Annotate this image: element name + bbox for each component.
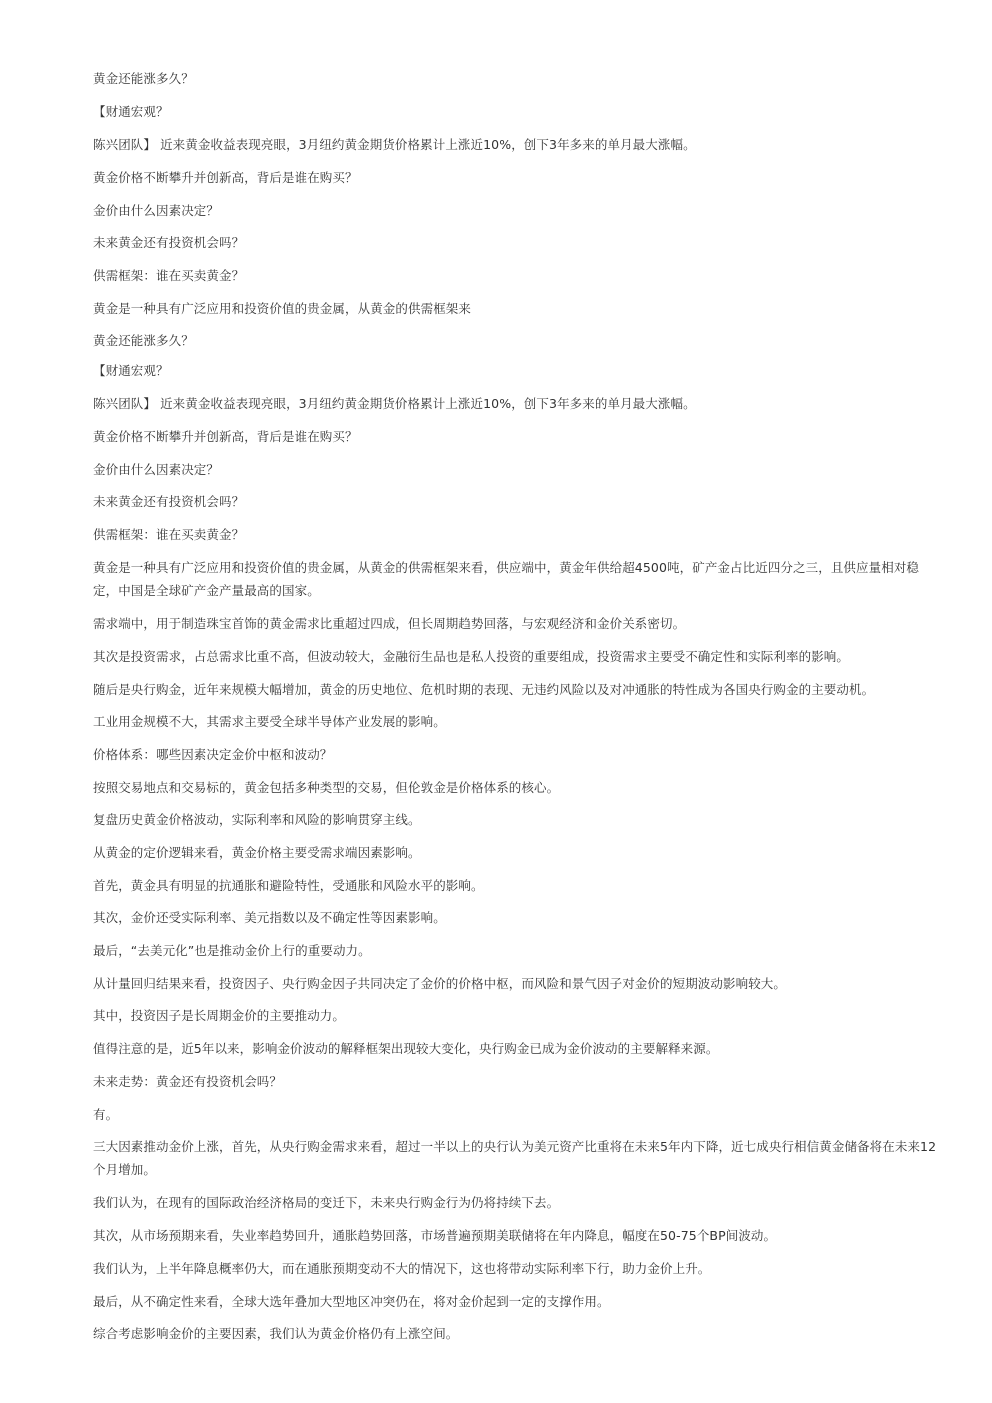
paragraph: 其次，金价还受实际利率、美元指数以及不确定性等因素影响。	[93, 910, 446, 925]
paragraph: 陈兴团队】 近来黄金收益表现亮眼，3月纽约黄金期货价格累计上涨近10%，创下3年多来的单月最大涨幅。	[93, 137, 696, 152]
paragraph: 黄金是一种具有广泛应用和投资价值的贵金属，从黄金的供需框架来看，供应端中，黄金年供给超4500吨，矿产金占比近四分之三，且供应量相对稳定，中国是全球矿产金产量最高的国家。	[93, 560, 920, 598]
paragraph: 黄金价格不断攀升并创新高，背后是谁在购买？	[93, 170, 358, 185]
paragraph: 三大因素推动金价上涨，首先，从央行购金需求来看，超过一半以上的央行认为美元资产比重将在未来5年内下降，近七成央行相信黄金储备将在未来12个月增加。	[93, 1139, 937, 1177]
paragraph: 黄金是一种具有广泛应用和投资价值的贵金属，从黄金的供需框架来	[93, 301, 472, 316]
paragraph: 未来黄金还有投资机会吗？	[93, 494, 245, 509]
paragraph: 供需框架：谁在买卖黄金？	[93, 527, 245, 542]
paragraph: 有。	[93, 1107, 119, 1122]
paragraph: 金价由什么因素决定？	[93, 462, 220, 477]
paragraph: 综合考虑影响金价的主要因素，我们认为黄金价格仍有上涨空间。	[93, 1326, 459, 1341]
paragraph: 从计量回归结果来看，投资因子、央行购金因子共同决定了金价的价格中枢，而风险和景气因子对金价的短期波动影响较大。	[93, 976, 787, 991]
paragraph: 价格体系：哪些因素决定金价中枢和波动？	[93, 747, 333, 762]
paragraph: 需求端中，用于制造珠宝首饰的黄金需求比重超过四成，但长周期趋势回落，与宏观经济和金价关系密切。	[93, 616, 686, 631]
paragraph: 【财通宏观？	[93, 363, 169, 378]
paragraph: 未来走势：黄金还有投资机会吗？	[93, 1074, 283, 1089]
paragraph: 工业用金规模不大，其需求主要受全球半导体产业发展的影响。	[93, 714, 446, 729]
paragraph: 其次，从市场预期来看，失业率趋势回升，通胀趋势回落，市场普遍预期美联储将在年内降息，幅度在50-75个BP间波动。	[93, 1228, 777, 1243]
paragraph: 我们认为，在现有的国际政治经济格局的变迁下，未来央行购金行为仍将持续下去。	[93, 1195, 560, 1210]
paragraph: 【财通宏观？	[93, 104, 169, 119]
paragraph: 复盘历史黄金价格波动，实际利率和风险的影响贯穿主线。	[93, 812, 421, 827]
paragraph: 陈兴团队】 近来黄金收益表现亮眼，3月纽约黄金期货价格累计上涨近10%，创下3年多来的单月最大涨幅。	[93, 396, 696, 411]
paragraph: 首先，黄金具有明显的抗通胀和避险特性，受通胀和风险水平的影响。	[93, 878, 484, 893]
paragraph: 黄金还能涨多久？	[93, 71, 194, 86]
paragraph: 其中，投资因子是长周期金价的主要推动力。	[93, 1008, 346, 1023]
paragraph: 供需框架：谁在买卖黄金？	[93, 268, 245, 283]
paragraph: 黄金价格不断攀升并创新高，背后是谁在购买？	[93, 429, 358, 444]
paragraph: 最后，从不确定性来看，全球大选年叠加大型地区冲突仍在，将对金价起到一定的支撑作用。	[93, 1294, 610, 1309]
paragraph: 未来黄金还有投资机会吗？	[93, 235, 245, 250]
paragraph: 从黄金的定价逻辑来看，黄金价格主要受需求端因素影响。	[93, 845, 421, 860]
paragraph: 金价由什么因素决定？	[93, 203, 220, 218]
paragraph: 值得注意的是，近5年以来，影响金价波动的解释框架出现较大变化，央行购金已成为金价波动的主要解释来源。	[93, 1041, 719, 1056]
paragraph: 按照交易地点和交易标的，黄金包括多种类型的交易，但伦敦金是价格体系的核心。	[93, 780, 560, 795]
paragraph: 随后是央行购金，近年来规模大幅增加，黄金的历史地位、危机时期的表现、无违约风险以及对冲通胀的特性成为各国央行购金的主要动机。	[93, 682, 875, 697]
paragraph: 最后，“去美元化”也是推动金价上行的重要动力。	[93, 943, 371, 958]
paragraph: 黄金还能涨多久？	[93, 333, 194, 348]
paragraph: 我们认为，上半年降息概率仍大，而在通胀预期变动不大的情况下，这也将带动实际利率下行，助力金价上升。	[93, 1261, 711, 1276]
paragraph: 其次是投资需求，占总需求比重不高，但波动较大，金融衍生品也是私人投资的重要组成，投资需求主要受不确定性和实际利率的影响。	[93, 649, 850, 664]
